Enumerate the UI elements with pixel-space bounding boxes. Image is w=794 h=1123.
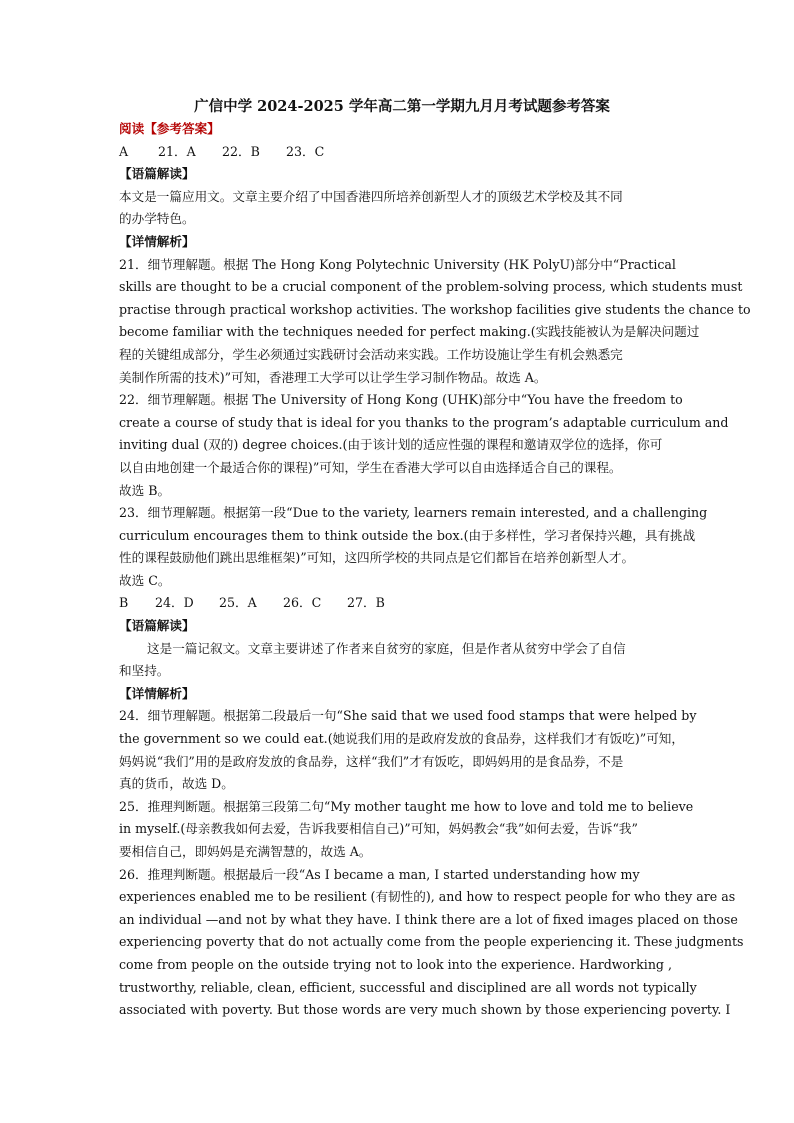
detail-line: experiences enabled me to be resilient (有韧性的), and how to respect people for who they are as [119, 889, 736, 905]
answer-item: A [119, 143, 129, 159]
answer-item: 23．C [286, 143, 325, 159]
answer-item: 26．C [283, 595, 322, 611]
detail-line: 故选 B。 [119, 482, 171, 498]
detail-line: come from people on the outside trying not to look into the experience. Hardworking , [119, 956, 672, 972]
detail-line: 要相信自己，即妈妈是充满智慧的，故选 A。 [119, 844, 372, 859]
detail-header: 【详情解析】 [119, 233, 195, 249]
answer-item: 27．B [347, 595, 385, 611]
answer-row-1 [119, 141, 685, 164]
answer-item: 21．A [158, 143, 196, 159]
answer-item: 25．A [219, 595, 257, 611]
detail-line: an individual —and not by what they have. I think there are a lot of fixed images placed on those [119, 911, 738, 927]
summary-line: 本文是一篇应用文。文章主要介绍了中国香港四所培养创新型人才的顶级艺术学校及其不同 [119, 188, 623, 204]
detail-line: 22．细节理解题。根据 The University of Hong Kong (UHK)部分中“You have the freedom to [119, 392, 683, 408]
detail-line: 以自由地创建一个最适合你的课程)”可知，学生在香港大学可以自由选择适合自己的课程。 [119, 459, 622, 475]
detail-line: create a course of study that is ideal for you thanks to the program’s adaptable curriculum and [119, 414, 729, 430]
detail-line: inviting dual (双的) degree choices.(由于该计划的适应性强的课程和邀请双学位的选择，你可 [119, 437, 663, 453]
detail-line: 故选 C。 [119, 572, 171, 588]
detail-line: 妈妈说“我们”用的是政府发放的食品券，这样“我们”才有饭吃，即妈妈用的是食品券，不是 [119, 753, 624, 769]
reading-header: 阅读【参考答案】 [119, 121, 220, 136]
detail-line: 25．推理判断题。根据第三段第二句“My mother taught me how to love and told me to believe [119, 798, 694, 814]
answer-item: 22．B [222, 143, 260, 159]
summary-header: 【语篇解读】 [119, 618, 195, 634]
detail-line: in myself.(母亲教我如何去爱，告诉我要相信自己)”可知，妈妈教会“我”如何去爱，告诉“我” [119, 821, 638, 837]
summary-line: 和坚持。 [119, 663, 170, 679]
detail-line: 真的货币，故选 D。 [119, 776, 234, 792]
detail-line: curriculum encourages them to think outside the box.(由于多样性，学习者保持兴趣，具有挑战 [119, 527, 696, 543]
detail-line: skills are thought to be a crucial component of the problem-solving process, which students must [119, 279, 743, 295]
answer-document [119, 96, 751, 1022]
answer-item: 24．D [155, 595, 194, 611]
detail-line: the government so we could eat.(她说我们用的是政府发放的食品券，这样我们才有饭吃)”可知， [119, 731, 684, 747]
page-title: 广信中学 2024-2025 学年高二第一学期九月月考试题参考答案 [194, 98, 610, 115]
detail-line: 性的课程鼓励他们跳出思维框架)”可知，这四所学校的共同点是它们都旨在培养创新型人才。 [119, 550, 635, 566]
detail-line: 26．推理判断题。根据最后一段“As I became a man, I started understanding how my [119, 866, 640, 882]
answer-item: B [119, 595, 129, 611]
summary-header: 【语篇解读】 [119, 166, 195, 182]
detail-line: become familiar with the techniques needed for perfect making.(实践技能被认为是解决问题过 [119, 324, 700, 340]
detail-line: practise through practical workshop activities. The workshop facilities give students the chance to [119, 301, 751, 317]
detail-line: 24．细节理解题。根据第二段最后一句“She said that we used food stamps that were helped by [119, 708, 697, 724]
detail-line: experiencing poverty that do not actually come from the people experiencing it. These judgments [119, 934, 744, 950]
detail-line: 程的关键组成部分，学生必须通过实践研讨会活动来实践。工作坊设施让学生有机会熟悉完 [119, 346, 623, 362]
detail-line: trustworthy, reliable, clean, efficient, successful and disciplined are all words not typically [119, 979, 697, 995]
answer-row-2 [119, 592, 685, 615]
detail-header: 【详情解析】 [119, 685, 195, 701]
summary-line: 这是一篇记叙文。文章主要讲述了作者来自贫穷的家庭，但是作者从贫穷中学会了自信 [147, 640, 626, 656]
detail-line: associated with poverty. But those words are very much shown by those experiencing poverty. I [119, 1002, 731, 1018]
summary-line: 的办学特色。 [119, 211, 195, 227]
detail-line: 21．细节理解题。根据 The Hong Kong Polytechnic University (HK PolyU)部分中“Practical [119, 256, 676, 272]
detail-line: 23．细节理解题。根据第一段“Due to the variety, learners remain interested, and a challenging [119, 505, 708, 521]
detail-line: 美制作所需的技术)”可知，香港理工大学可以让学生学习制作物品。故选 A。 [119, 369, 547, 385]
